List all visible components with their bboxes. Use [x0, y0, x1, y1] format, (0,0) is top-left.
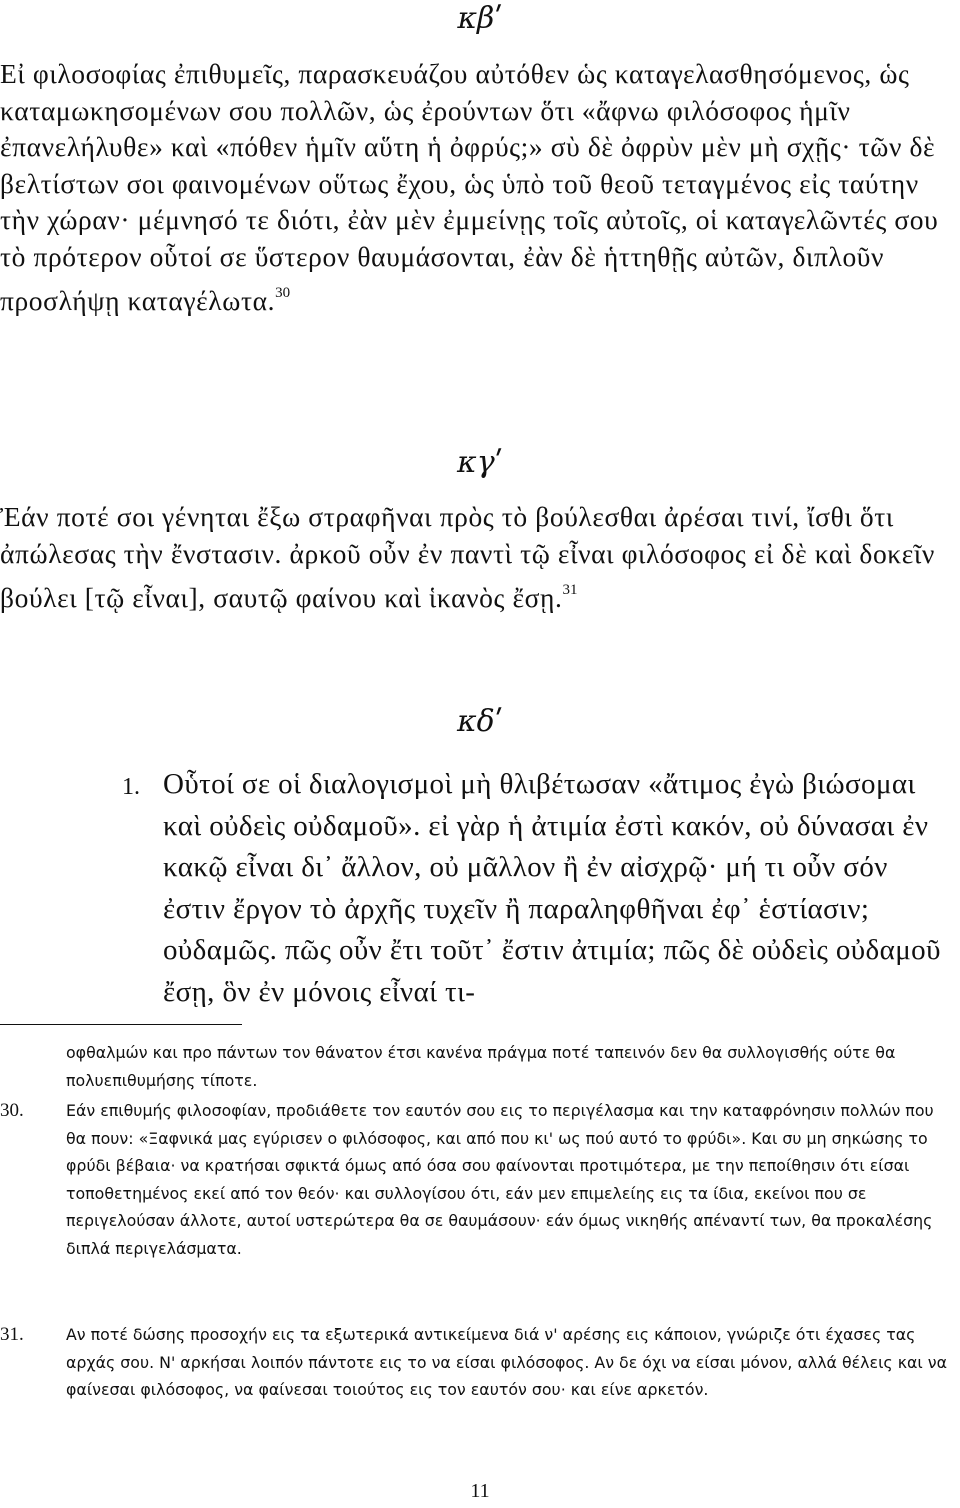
footnote-ref-31[interactable]: 31: [562, 582, 578, 598]
section-22-body: Εἰ φιλοσοφίας ἐπιθυμεῖς, παρασκευάζου αὐτόθεν ὡς καταγελασθησόμενος, ὡς καταμωκησομένων σου πολλῶν, ὡς ἐρούντων ὅτι «ἄφνω φιλόσοφος ἡμῖν ἐπανελήλυθε» καὶ «πόθεν ἡμῖν αὕτη ἡ ὀφρύς;» σὺ δὲ ὀφρὺν μὲν μὴ σχῇς· τῶν δὲ βελτίστων σοι φαινομένων οὕτως ἔχου, ὡς ὑπὸ τοῦ θεοῦ τεταγμένος εἰς ταύτην τὴν χώραν· μέμνησό τε διότι, ἐὰν μὲν ἐμμείνῃς τοῖς αὐτοῖς, οἱ καταγελῶντές σου τὸ πρότερον οὗτοί σε ὕστερον θαυμάσονται, ἐὰν δὲ ἡττηθῇς αὐτῶν, διπλοῦν προσλήψῃ καταγέλωτα.: [0, 58, 939, 316]
footnote-continuation: [0, 1039, 960, 1095]
page-number: 11: [470, 1480, 490, 1502]
footnote-number: 31.: [0, 1324, 24, 1345]
section-heading-24: κδʹ: [456, 704, 504, 739]
section-text-22: [0, 56, 950, 320]
footnote-31: [0, 1321, 960, 1433]
footnote-number: 30.: [0, 1100, 24, 1121]
section-heading-22: κβʹ: [457, 1, 503, 36]
footnote-text: Εάν επιθυμής φιλοσοφίαν, προδιάθετε τον εαυτόν σου εις το περιγέλασμα και την καταφρόνησιν πολλών που θα πουν: «Ξαφνικά μας εγύρισεν ο φιλόσοφος, και από που κι' ως πού αυτό το φρύδι». Και συ μη σηκώσης το φρύδι βέβαια· να κρατήσαι σφικτά όμως από όσα σου φαίνονται προτιμότερα, με την πεποίθησιν ότι είσαι τοποθετημένος εκεί από τον θεόν· και συλλογίσου ότι, εάν μεν επιμελείης εις τα ίδια, εκείνοι που σε περιγελούσαν άλλοτε, αυτοί υστερώτερα θα σε θαυμάσουν· εάν όμως νικηθής απέναντί των, θα προκαλέσης διπλά περιγελάσματα.: [66, 1101, 934, 1258]
section-text-24: Οὗτοί σε οἱ διαλογισμοὶ μὴ θλιβέτωσαν «ἄτιμος ἐγὼ βιώσομαι καὶ οὐδεὶς οὐδαμοῦ». εἰ γὰρ ἡ ἀτιμία ἐστὶ κακόν, οὐ δύνασαι ἐν κακῷ εἶναι δι᾽ ἄλλον, οὐ μᾶλλον ἢ ἐν αἰσχρῷ· μή τι οὖν σόν ἐστιν ἔργον τὸ ἀρχῆς τυχεῖν ἢ παραληφθῆναι ἐφ᾽ ἑστίασιν; οὐδαμῶς. πῶς οὖν ἔτι τοῦτ᾽ ἔστιν ἀτιμία; πῶς δὲ οὐδεὶς οὐδαμοῦ ἔσῃ, ὃν ἐν μόνοις εἶναί τι-: [163, 768, 941, 1008]
item-number: 1.: [122, 774, 140, 800]
section-23-body: Ἐάν ποτέ σοι γένηται ἔξω στραφῆναι πρὸς τὸ βούλεσθαι ἀρέσαι τινί, ἴσθι ὅτι ἀπώλεσας τὴν ἔνστασιν. ἀρκοῦ οὖν ἐν παντὶ τῷ εἶναι φιλόσοφος εἰ δὲ καὶ δοκεῖν βούλει [τῷ εἶναι], σαυτῷ φαίνου καὶ ἱκανὸς ἔσῃ.: [0, 501, 935, 613]
footnote-ref-30[interactable]: 30: [275, 285, 291, 301]
footnote-text: Αν ποτέ δώσης προσοχήν εις τα εξωτερικά αντικείμενα διά ν' αρέσης εις κάποιον, γνώριζε ότι έχασες τας αρχάς σου. Ν' αρκήσαι λοιπόν πάντοτε εις το να είσαι φιλόσοφος. Αν δε όχι να είσαι μόνον, αλλά θέλεις και να φαίνεσαι φιλόσοφος, να φαίνεσαι τοιούτος εις τον εαυτόν σου· και είνε αρκετόν.: [66, 1325, 948, 1399]
section-heading-23: κγʹ: [457, 445, 503, 480]
footnote-text: οφθαλμών και προ πάντων τον θάνατον έτσι κανένα πράγμα ποτέ ταπεινόν δεν θα συλλογισθής ούτε θα πολυεπιθυμήσης τίποτε.: [66, 1043, 896, 1090]
footnote-rule: [0, 1024, 242, 1025]
section-text-23: [0, 499, 950, 617]
footnote-30: [0, 1097, 960, 1319]
